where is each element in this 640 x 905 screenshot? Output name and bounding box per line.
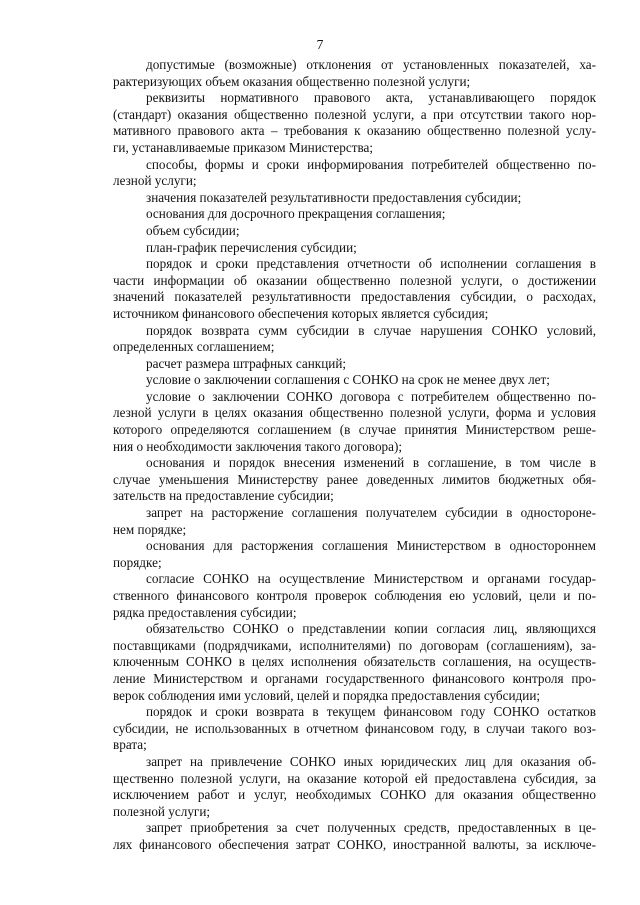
text-line: реквизиты нормативного правового акта, устанавливающего порядок [146,90,596,106]
text-line: запрет на привлечение СОНКО иных юридических лиц для оказания об- [146,753,596,769]
text-line: запрет на расторжение соглашения получателем субсидии в одностороне- [146,505,596,521]
document-body [113,57,596,854]
text-line: нем порядке; [113,521,187,537]
text-line: значений показателей результативности предоставления субсидии, о расходах, [113,289,596,305]
text-line: верок соблюдения ими условий, целей и порядка предоставления субсидии; [113,687,541,703]
text-line: расчет размера штрафных санкций; [146,355,347,371]
text-line: согласие СОНКО на осуществление Министерством и органами государ- [146,571,596,587]
text-line: основания для расторжения соглашения Министерством в одностороннем [146,538,596,554]
text-line: условие о заключении соглашения с СОНКО на срок не менее двух лет; [146,372,550,388]
text-line: условие о заключении СОНКО договора с потребителем общественно по- [146,388,596,404]
text-line: поставщиками (подрядчиками, исполнителями) по договорам (соглашениям), за- [113,637,596,653]
text-line: лезной услуги; [113,173,197,189]
text-line: случае уменьшения Министерству ранее доведенных лимитов бюджетных обя- [113,471,596,487]
text-line: лях финансового обеспечения затрат СОНКО, иностранной валюты, за исключе- [113,836,596,852]
text-line: способы, формы и сроки информирования потребителей общественно по- [146,156,596,172]
text-line: части информации об оказании общественно полезной услуги, о достижении [113,272,596,288]
text-line: порядке; [113,554,162,570]
text-line: обязательство СОНКО о представлении копии согласия лиц, являющихся [146,621,596,637]
text-line: порядок возврата сумм субсидии в случае нарушения СОНКО условий, [146,322,596,338]
text-line: лезной услуги в целях оказания общественно полезной услуги, форма и условия [113,405,596,421]
text-line: ги, устанавливаемые приказом Министерства; [113,139,374,155]
text-line: объем субсидии; [146,222,240,238]
text-line: допустимые (возможные) отклонения от установленных показателей, ха- [146,57,596,72]
text-line: порядок и сроки представления отчетности об исполнении соглашения в [146,256,596,272]
text-line: которого определяются соглашением (в случае принятия Министерством реше- [113,422,596,438]
text-line: порядок и сроки возврата в текущем финансовом году СОНКО остатков [146,704,596,720]
text-line: исключением работ и услуг, необходимых СОНКО для оказания общественно [113,787,596,803]
text-line: источником финансового обеспечения которых является субсидия; [113,305,489,321]
text-line: мативного правового акта – требования к оказанию общественно полезной услу- [113,123,596,139]
text-line: врата; [113,737,147,753]
text-line: запрет приобретения за счет полученных средств, предоставленных в це- [146,820,596,836]
text-line: субсидии, не использованных в отчетном финансовом году, в случаи такого воз- [113,720,596,736]
text-line: зательств на предоставление субсидии; [113,488,334,504]
text-line: полезной услуги; [113,803,211,819]
text-line: ление Министерством и органами государственного финансового контроля про- [113,670,596,686]
text-line: ния о необходимости заключения такого договора); [113,438,403,454]
text-line: основания и порядок внесения изменений в соглашение, в том числе в [146,455,596,471]
text-line: ственного финансового контроля проверок соблюдения ею условий, цели и по- [113,588,596,603]
page-number: 7 [316,37,324,52]
text-line: план-график перечисления субсидии; [146,239,357,255]
text-line: (стандарт) оказания общественно полезной услуги, а при отсутствии такого нор- [113,106,596,122]
text-line: рядка предоставления субсидии; [113,604,297,620]
text-line: ключенным СОНКО в целях исполнения обязательств соглашения, на осуществ- [113,654,596,670]
text-line: значения показателей результативности предоставления субсидии; [146,189,522,205]
text-line: определенных соглашением; [113,339,275,355]
text-line: рактеризующих объем оказания общественно полезной услуги; [113,73,471,89]
text-line: основания для досрочного прекращения соглашения; [146,206,446,222]
text-line: щественно полезной услуги, на оказание которой ей предоставлена субсидия, за [113,770,596,786]
